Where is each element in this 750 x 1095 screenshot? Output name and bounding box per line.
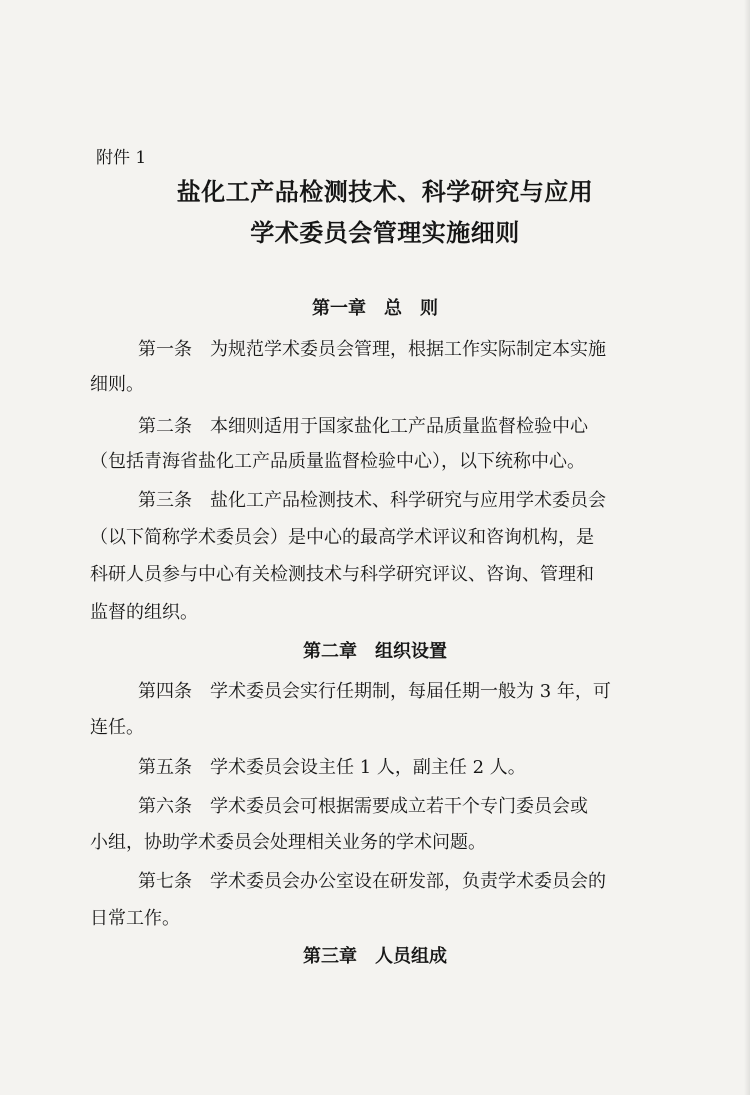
article-2-line-1: 第二条 本细则适用于国家盐化工产品质量监督检验中心 xyxy=(138,416,588,437)
chapter-3-heading: 第三章 人员组成 xyxy=(303,946,447,967)
article-1-line-2: 细则。 xyxy=(90,374,144,395)
article-6-line-1: 第六条 学术委员会可根据需要成立若干个专门委员会或 xyxy=(138,796,588,817)
article-4-line-1: 第四条 学术委员会实行任期制，每届任期一般为 3 年，可 xyxy=(138,681,611,702)
article-3-line-2: （以下简称学术委员会）是中心的最高学术评议和咨询机构，是 xyxy=(90,527,594,548)
article-7-line-1: 第七条 学术委员会办公室设在研发部，负责学术委员会的 xyxy=(138,871,606,892)
article-3-line-1: 第三条 盐化工产品检测技术、科学研究与应用学术委员会 xyxy=(138,490,606,511)
article-1-line-1: 第一条 为规范学术委员会管理，根据工作实际制定本实施 xyxy=(138,339,606,360)
document-title-line-1: 盐化工产品检测技术、科学研究与应用 xyxy=(176,178,594,206)
document-title-line-2: 学术委员会管理实施细则 xyxy=(250,219,520,247)
article-5-line-1: 第五条 学术委员会设主任 1 人，副主任 2 人。 xyxy=(138,757,526,778)
article-7-line-2: 日常工作。 xyxy=(90,908,180,929)
attachment-label: 附件 1 xyxy=(96,148,147,168)
chapter-1-heading: 第一章 总 则 xyxy=(312,298,438,319)
page-edge-shadow xyxy=(744,0,750,1095)
article-3-line-3: 科研人员参与中心有关检测技术与科学研究评议、咨询、管理和 xyxy=(90,564,594,585)
article-2-line-2: （包括青海省盐化工产品质量监督检验中心），以下统称中心。 xyxy=(90,451,585,472)
chapter-2-heading: 第二章 组织设置 xyxy=(303,641,447,662)
article-6-line-2: 小组，协助学术委员会处理相关业务的学术问题。 xyxy=(90,832,486,853)
article-3-line-4: 监督的组织。 xyxy=(90,602,198,623)
article-4-line-2: 连任。 xyxy=(90,717,144,738)
